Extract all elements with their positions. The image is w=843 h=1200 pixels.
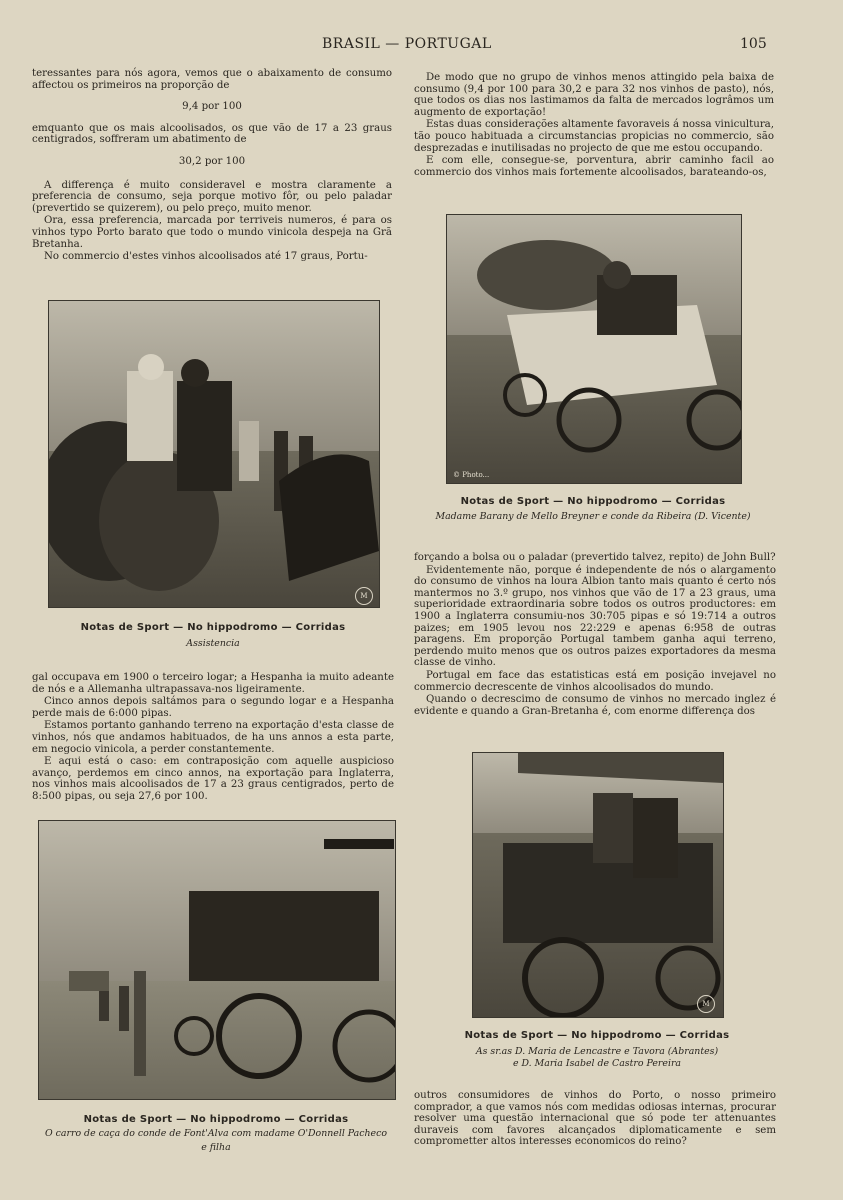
- paragraph: E com elle, consegue-se, porventura, abrir caminho facil ao commercio dos vinhos mais fortemente alcoolisados, barateando-os,: [414, 155, 774, 178]
- photo-caption-title: Notas de Sport — No hippodromo — Corridas: [83, 1114, 349, 1125]
- photo-carro-de-caca: [38, 820, 396, 1100]
- paragraph: outros consumidores de vinhos do Porto, o nosso primeiro comprador, a que vamos nós com medidas odiosas internas, procurar resolver uma questão internacional que só pode ter attenuantes duraveis com favores alcançados diplomaticamente e sem comprometter altos interesses economicos do reino?: [414, 1090, 776, 1148]
- photo-caption-title: Notas de Sport — No hippodromo — Corridas: [80, 622, 346, 633]
- paragraph: No commercio d'estes vinhos alcoolisados até 17 graus, Portu-: [44, 251, 368, 263]
- paragraph: Estas duas considerações altamente favoraveis á nossa vinicultura, tão pouco habituada a circumstancias propicias no commercio, são desprezadas e inutilisadas no projecto de que me estou occupando.: [414, 119, 774, 154]
- paragraph: teressantes para nós agora, vemos que o abaixamento de consumo affectou os primeiros na proporção de: [32, 68, 392, 91]
- photographer-monogram: M: [355, 587, 373, 605]
- photo-caption-subtitle: Madame Barany de Mello Breyner e conde da Ribeira (D. Vicente): [435, 511, 751, 522]
- paragraph: forçando a bolsa ou o paladar (prevertido talvez, repito) de John Bull?: [414, 552, 776, 563]
- running-title: BRASIL — PORTUGAL: [322, 36, 492, 52]
- photo-madame-barany: [446, 214, 742, 484]
- photo-credit: © Photo...: [453, 471, 490, 479]
- paragraph: emquanto que os mais alcoolisados, os que vão de 17 a 23 graus centigrados, soffreram um abatimento de: [32, 122, 392, 146]
- statistic-value: 9,4 por 100: [182, 101, 242, 113]
- photographer-monogram: M: [697, 995, 715, 1013]
- paragraph: Ora, essa preferencia, marcada por terriveis numeros, é para os vinhos typo Porto barato que todo o mundo vinicola despeja na Grã Bretanha.: [32, 215, 392, 250]
- paragraph: A differença é muito consideravel e mostra claramente a preferencia de consumo, seja porque motivo fôr, ou pelo paladar (prevertido se quizerem), ou pelo preço, muito menor.: [32, 179, 392, 214]
- right-column-top-text: [414, 72, 774, 179]
- right-column-mid-text: [414, 552, 776, 718]
- left-column-mid-text: [32, 672, 394, 804]
- paragraph: E aqui está o caso: em contraposição com aquelle auspicioso avanço, perdemos em cinco annos, na exportação para Inglaterra, nos vinhos mais alcoolisados de 17 a 23 graus centigrados, perto de 8:500 pipas, ou seja 27,6 por 100.: [32, 756, 394, 802]
- paragraph: Estamos portanto ganhando terreno na exportação d'esta classe de vinhos, nós que andamos habituados, de ha uns annos a esta parte, em negocio vinicola, a perder constantemente.: [32, 720, 394, 755]
- paragraph: Evidentemente não, porque é independente de nós o alargamento do consumo de vinhos na loura Albion tanto mais quanto é certo nós mantermos no 3.º grupo, nos vinhos que vão de 17 a 23 graus, uma superioridade extraordinaria sobre todos os outros productores: em 1900 a Inglaterra consumiu-nos 30:705 pipas e só 19:714 a outros paizes; em 1905 levou nos 22:229 e apenas 6:958 de outras paragens. Em proporção Portugal tambem ganha aqui terreno, perdendo muito menos que os outros paizes exportadores da mesma classe de vinho.: [414, 564, 776, 669]
- photo-scene: [39, 821, 395, 1099]
- photo-lencastre-tavora: [472, 752, 724, 1018]
- right-column-bottom-text: [414, 1090, 776, 1149]
- photo-caption-subtitle: O carro de caça do conde de Font'Alva com madame O'Donnell Pacheco: [44, 1128, 388, 1139]
- photo-caption-subtitle: e D. Maria Isabel de Castro Pereira: [512, 1058, 682, 1069]
- photo-caption-subtitle: Assistencia: [186, 638, 240, 649]
- photo-caption-subtitle: e filha: [201, 1142, 231, 1153]
- left-column-top-text: [32, 68, 392, 264]
- photo-scene: [49, 301, 379, 607]
- paragraph: gal occupava em 1900 o terceiro logar; a Hespanha ia muito adeante de nós e a Allemanha ultrapassava-nos ligeiramente.: [32, 672, 394, 695]
- photo-caption-title: Notas de Sport — No hippodromo — Corridas: [464, 1030, 730, 1041]
- page-number: 105: [740, 36, 767, 52]
- photo-scene: [447, 215, 741, 483]
- paragraph: De modo que no grupo de vinhos menos attingido pela baixa de consumo (9,4 por 100 para 30,2 e para 32 nos vinhos de pasto), nós, que todos os dias nos lastimamos da falta de mercados logrâmos um augmento de exportação!: [414, 72, 774, 118]
- paragraph: Cinco annos depois saltámos para o segundo logar e a Hespanha perde mais de 6:000 pipas.: [32, 696, 394, 719]
- photo-caption-subtitle: As sr.as D. Maria de Lencastre e Tavora (Abrantes): [475, 1046, 719, 1057]
- statistic-value: 30,2 por 100: [178, 155, 246, 167]
- photo-assistencia: [48, 300, 380, 608]
- photo-scene: [473, 753, 723, 1017]
- paragraph: Portugal em face das estatisticas está em posição invejavel no commercio decrescente de vinhos alcoolisados do mundo.: [414, 669, 776, 693]
- page-header: [0, 36, 843, 56]
- paragraph: Quando o decrescimo de consumo de vinhos no mercado inglez é evidente e quando a Gran-Bretanha é, com enorme differença dos: [414, 694, 776, 717]
- photo-caption-title: Notas de Sport — No hippodromo — Corridas: [460, 496, 726, 507]
